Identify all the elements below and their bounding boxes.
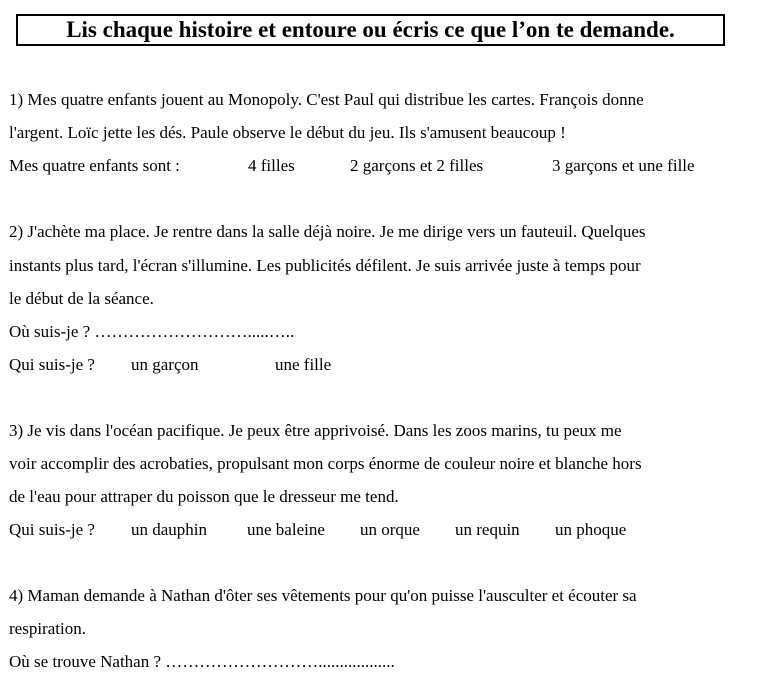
q2-text-line-1: 2) J'achète ma place. Je rentre dans la salle déjà noire. Je me dirige vers un fauteuil. Quelques [9, 222, 646, 241]
q2-who-prompt: Qui suis-je ? [9, 355, 95, 374]
q3-text-line-3: de l'eau pour attraper du poisson que le dresseur me tend. [9, 487, 399, 506]
q3-text-line-2: voir accomplir des acrobaties, propulsant mon corps énorme de couleur noire et blanche hors [9, 454, 642, 473]
q3-option-5[interactable]: un phoque [555, 520, 627, 539]
q3-option-3[interactable]: un orque [360, 520, 420, 539]
q2-option-2[interactable]: une fille [275, 355, 332, 374]
q1-text-line-2: l'argent. Loïc jette les dés. Paule observe le début du jeu. Ils s'amusent beaucoup ! [9, 123, 566, 142]
q2-where-answer-line[interactable]: Où suis-je ? ……………………….....….. [9, 322, 295, 341]
q3-option-1[interactable]: un dauphin [131, 520, 208, 539]
worksheet-title: Lis chaque histoire et entoure ou écris ce que l’on te demande. [16, 14, 725, 46]
q3-option-2[interactable]: une baleine [247, 520, 325, 539]
q2-option-1[interactable]: un garçon [131, 355, 199, 374]
q4-text-line-1: 4) Maman demande à Nathan d'ôter ses vêtements pour qu'on puisse l'ausculter et écouter sa [9, 586, 637, 605]
q1-option-1[interactable]: 4 filles [248, 156, 295, 175]
q2-text-line-2: instants plus tard, l'écran s'illumine. Les publicités défilent. Je suis arrivée juste à temps pour [9, 256, 641, 275]
q1-text-line-1: 1) Mes quatre enfants jouent au Monopoly. C'est Paul qui distribue les cartes. François donne [9, 90, 644, 109]
q1-option-3[interactable]: 3 garçons et une fille [552, 156, 695, 175]
q4-text-line-2: respiration. [9, 619, 86, 638]
q4-where-answer-line[interactable]: Où se trouve Nathan ? ……………………….................. [9, 652, 395, 671]
q3-who-prompt: Qui suis-je ? [9, 520, 95, 539]
q3-option-4[interactable]: un requin [455, 520, 520, 539]
q1-option-2[interactable]: 2 garçons et 2 filles [350, 156, 484, 175]
q3-text-line-1: 3) Je vis dans l'océan pacifique. Je peux être apprivoisé. Dans les zoos marins, tu peux me [9, 421, 622, 440]
q1-prompt: Mes quatre enfants sont : [9, 156, 180, 175]
q2-text-line-3: le début de la séance. [9, 289, 154, 308]
